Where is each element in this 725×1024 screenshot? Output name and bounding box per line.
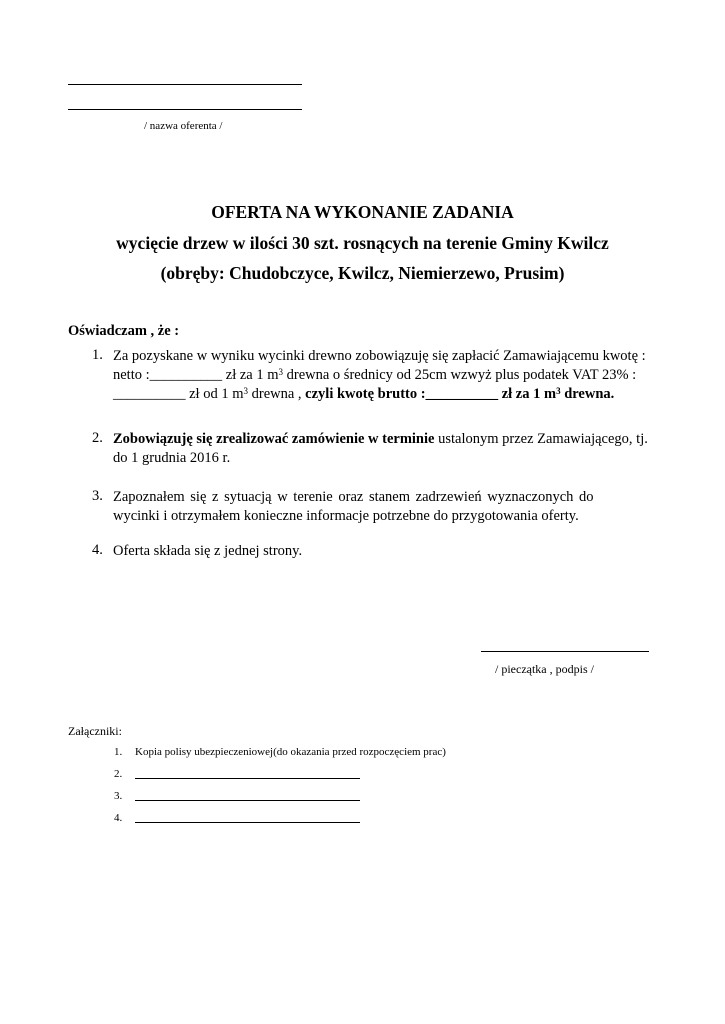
item-1-vat-text: drewna o średnicy od 25cm wzwyż plus podatek VAT 23% :: [283, 367, 637, 383]
item-4-number: 4.: [92, 542, 103, 558]
item-2-line-1: [113, 430, 648, 448]
item-1-net-price-text: netto :__________ zł za 1 m: [113, 367, 279, 383]
attachments-heading: Załączniki:: [68, 724, 122, 738]
item-1-gross-price-text: [305, 386, 614, 402]
attachment-1-text: Kopia polisy ubezpieczeniowej(do okazania przed rozpoczęciem prac): [135, 746, 446, 758]
cubic-sup: 3: [278, 367, 284, 377]
item-2-number: 2.: [92, 430, 103, 446]
cubic-sup: 3: [243, 386, 248, 396]
offeror-label: / nazwa oferenta /: [144, 120, 223, 132]
item-1-gross-b: drewna.: [560, 386, 615, 402]
precincts: (obręby: Chudobczyce, Kwilcz, Niemierzewo, Prusim): [160, 263, 565, 283]
document-title: OFERTA NA WYKONANIE ZADANIA: [211, 202, 514, 222]
item-1-line-1: Za pozyskane w wyniku wycinki drewno zobowiązuję się zapłacić Zamawiającemu kwotę :: [113, 348, 646, 364]
cubic-sup: 3: [556, 386, 561, 396]
item-2-bold-text: Zobowiązuję się zrealizować zamówienie w terminie: [113, 431, 435, 447]
item-2-rest-text: ustalonym przez Zamawiającego, tj.: [434, 431, 648, 447]
attachment-4-number: 4.: [114, 812, 123, 824]
attachment-3-line: [135, 800, 360, 801]
item-1-wood-text: drewna ,: [248, 386, 306, 402]
attachment-2-number: 2.: [114, 768, 123, 780]
item-3-line-1: Zapoznałem się z sytuacją w terenie oraz stanem zadrzewień wyznaczonych do: [113, 489, 594, 505]
attachment-3-number: 3.: [114, 790, 123, 802]
offeror-name-line-2: [68, 109, 302, 110]
attachment-4-line: [135, 822, 360, 823]
task-description: wycięcie drzew w ilości 30 szt. rosnących na terenie Gminy Kwilcz: [116, 233, 609, 253]
item-3-line-2: wycinki i otrzymałem konieczne informacje potrzebne do przygotowania oferty.: [113, 508, 579, 524]
attachment-2-line: [135, 778, 360, 779]
item-2-line-2: do 1 grudnia 2016 r.: [113, 450, 231, 466]
attachment-1-number: 1.: [114, 746, 123, 758]
item-1-vat-amount-text: __________ zł od 1 m: [113, 386, 244, 402]
item-1-gross-a: czyli kwotę brutto :__________ zł za 1 m: [305, 386, 557, 402]
item-1-number: 1.: [92, 347, 103, 363]
item-4-line-1: Oferta składa się z jednej strony.: [113, 543, 303, 559]
signature-line: [481, 651, 649, 652]
declaration-heading: Oświadczam , że :: [68, 323, 180, 339]
item-3-number: 3.: [92, 488, 103, 504]
item-1-line-3: [113, 385, 614, 403]
offeror-name-line-1: [68, 84, 302, 85]
signature-label: / pieczątka , podpis /: [495, 662, 594, 676]
item-1-line-2: [113, 366, 636, 384]
